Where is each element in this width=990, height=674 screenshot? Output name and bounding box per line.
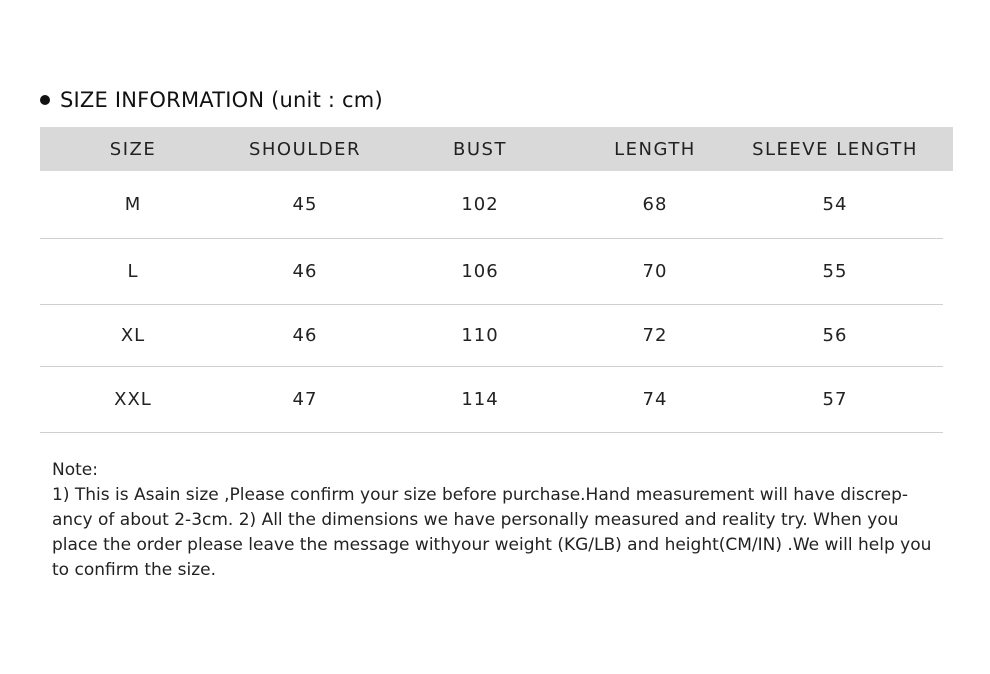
column-header-shoulder: SHOULDER — [248, 138, 362, 160]
sleeve-length-cell: 57 — [822, 389, 848, 410]
size-cell: L — [127, 261, 139, 282]
bullet-icon — [40, 95, 50, 105]
size-cell: XL — [120, 325, 146, 346]
length-cell: 68 — [642, 194, 668, 215]
bust-cell: 102 — [461, 194, 499, 215]
shoulder-cell: 46 — [292, 325, 318, 346]
shoulder-cell: 45 — [292, 194, 318, 215]
size-cell: XXL — [114, 389, 152, 410]
note-block — [52, 458, 947, 583]
note-body: 1) This is Asain size ,Please confirm your size before purchase.Hand measurement will have discrep-ancy of about 2-3cm. 2) All the dimensions we have personally measured and reality try. When you place the order please leave the message withyour weight (KG/LB) and height(CM/IN) .We will help you to confirm the size. — [52, 485, 932, 580]
column-header-sleeve-length: SLEEVE LENGTH — [752, 138, 918, 160]
column-header-size: SIZE — [109, 138, 157, 160]
section-heading — [40, 86, 383, 114]
shoulder-cell: 47 — [292, 389, 318, 410]
table-row — [40, 239, 943, 305]
table-header — [40, 127, 953, 171]
section-title: SIZE INFORMATION (unit : cm) — [60, 88, 383, 112]
sleeve-length-cell: 55 — [822, 261, 848, 282]
size-cell: M — [124, 194, 142, 215]
note-title: Note: — [52, 460, 98, 480]
length-cell: 72 — [642, 325, 668, 346]
bust-cell: 114 — [461, 389, 499, 410]
length-cell: 74 — [642, 389, 668, 410]
size-table — [40, 127, 953, 433]
bust-cell: 106 — [461, 261, 499, 282]
bust-cell: 110 — [461, 325, 499, 346]
sleeve-length-cell: 54 — [822, 194, 848, 215]
sleeve-length-cell: 56 — [822, 325, 848, 346]
shoulder-cell: 46 — [292, 261, 318, 282]
column-header-length: LENGTH — [614, 138, 696, 160]
column-header-bust: BUST — [453, 138, 507, 160]
table-row — [40, 171, 943, 239]
table-row — [40, 367, 943, 433]
table-row — [40, 305, 943, 367]
length-cell: 70 — [642, 261, 668, 282]
